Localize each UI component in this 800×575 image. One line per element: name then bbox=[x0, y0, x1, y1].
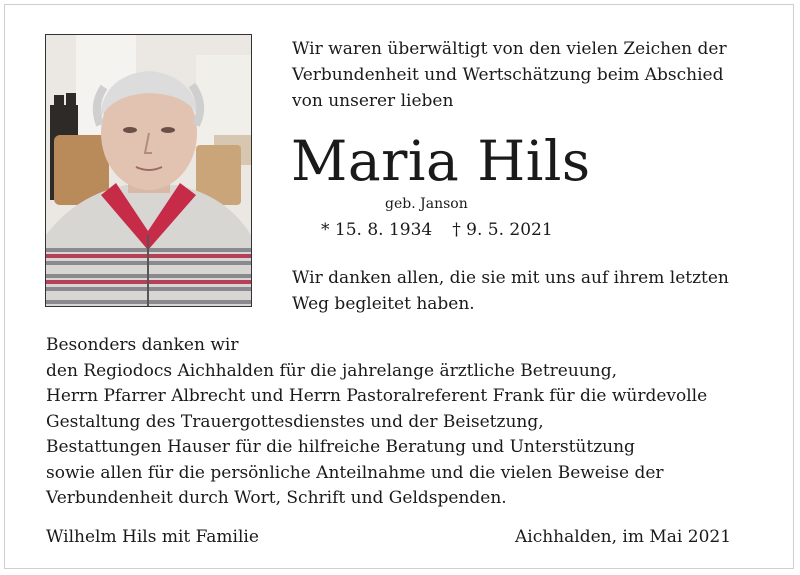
thanks-line: Wir danken allen, die sie mit uns auf ihrem letzten bbox=[292, 268, 729, 288]
acknowledgements bbox=[46, 333, 707, 512]
acknowledgement-line: Gestaltung des Trauergottesdienstes und der Beisetzung, bbox=[46, 411, 544, 432]
life-dates bbox=[321, 220, 553, 240]
obituary-card bbox=[4, 4, 794, 569]
signature-place-date: Aichhalden, im Mai 2021 bbox=[515, 527, 732, 547]
intro-line: von unserer lieben bbox=[292, 91, 454, 111]
acknowledgement-line: Verbundenheit durch Wort, Schrift und Geldspenden. bbox=[46, 488, 507, 508]
deceased-name: Maria Hils bbox=[291, 129, 591, 193]
intro-line: Verbundenheit und Wertschätzung beim Abschied bbox=[292, 65, 724, 85]
acknowledgement-line: sowie allen für die persönliche Anteilnahme und die vielen Beweise der bbox=[46, 462, 664, 483]
acknowledgement-line: den Regiodocs Aichhalden für die jahrelange ärztliche Betreuung, bbox=[46, 360, 618, 381]
portrait-photo bbox=[45, 34, 252, 307]
acknowledgement-line: Herrn Pfarrer Albrecht und Herrn Pastoralreferent Frank für die würdevolle bbox=[46, 386, 708, 406]
thanks-text bbox=[292, 265, 729, 317]
acknowledgement-line: Bestattungen Hauser für die hilfreiche Beratung und Unterstützung bbox=[46, 437, 635, 457]
signature-family: Wilhelm Hils mit Familie bbox=[46, 527, 259, 547]
birth-name: geb. Janson bbox=[385, 196, 468, 212]
intro-text bbox=[292, 36, 727, 114]
birth-date: * 15. 8. 1934 bbox=[321, 220, 433, 240]
thanks-line: Weg begleitet haben. bbox=[292, 294, 475, 314]
intro-line: Wir waren überwältigt von den vielen Zeichen der bbox=[292, 39, 727, 59]
acknowledgement-line: Besonders danken wir bbox=[46, 335, 239, 355]
death-date: † 9. 5. 2021 bbox=[452, 220, 553, 240]
